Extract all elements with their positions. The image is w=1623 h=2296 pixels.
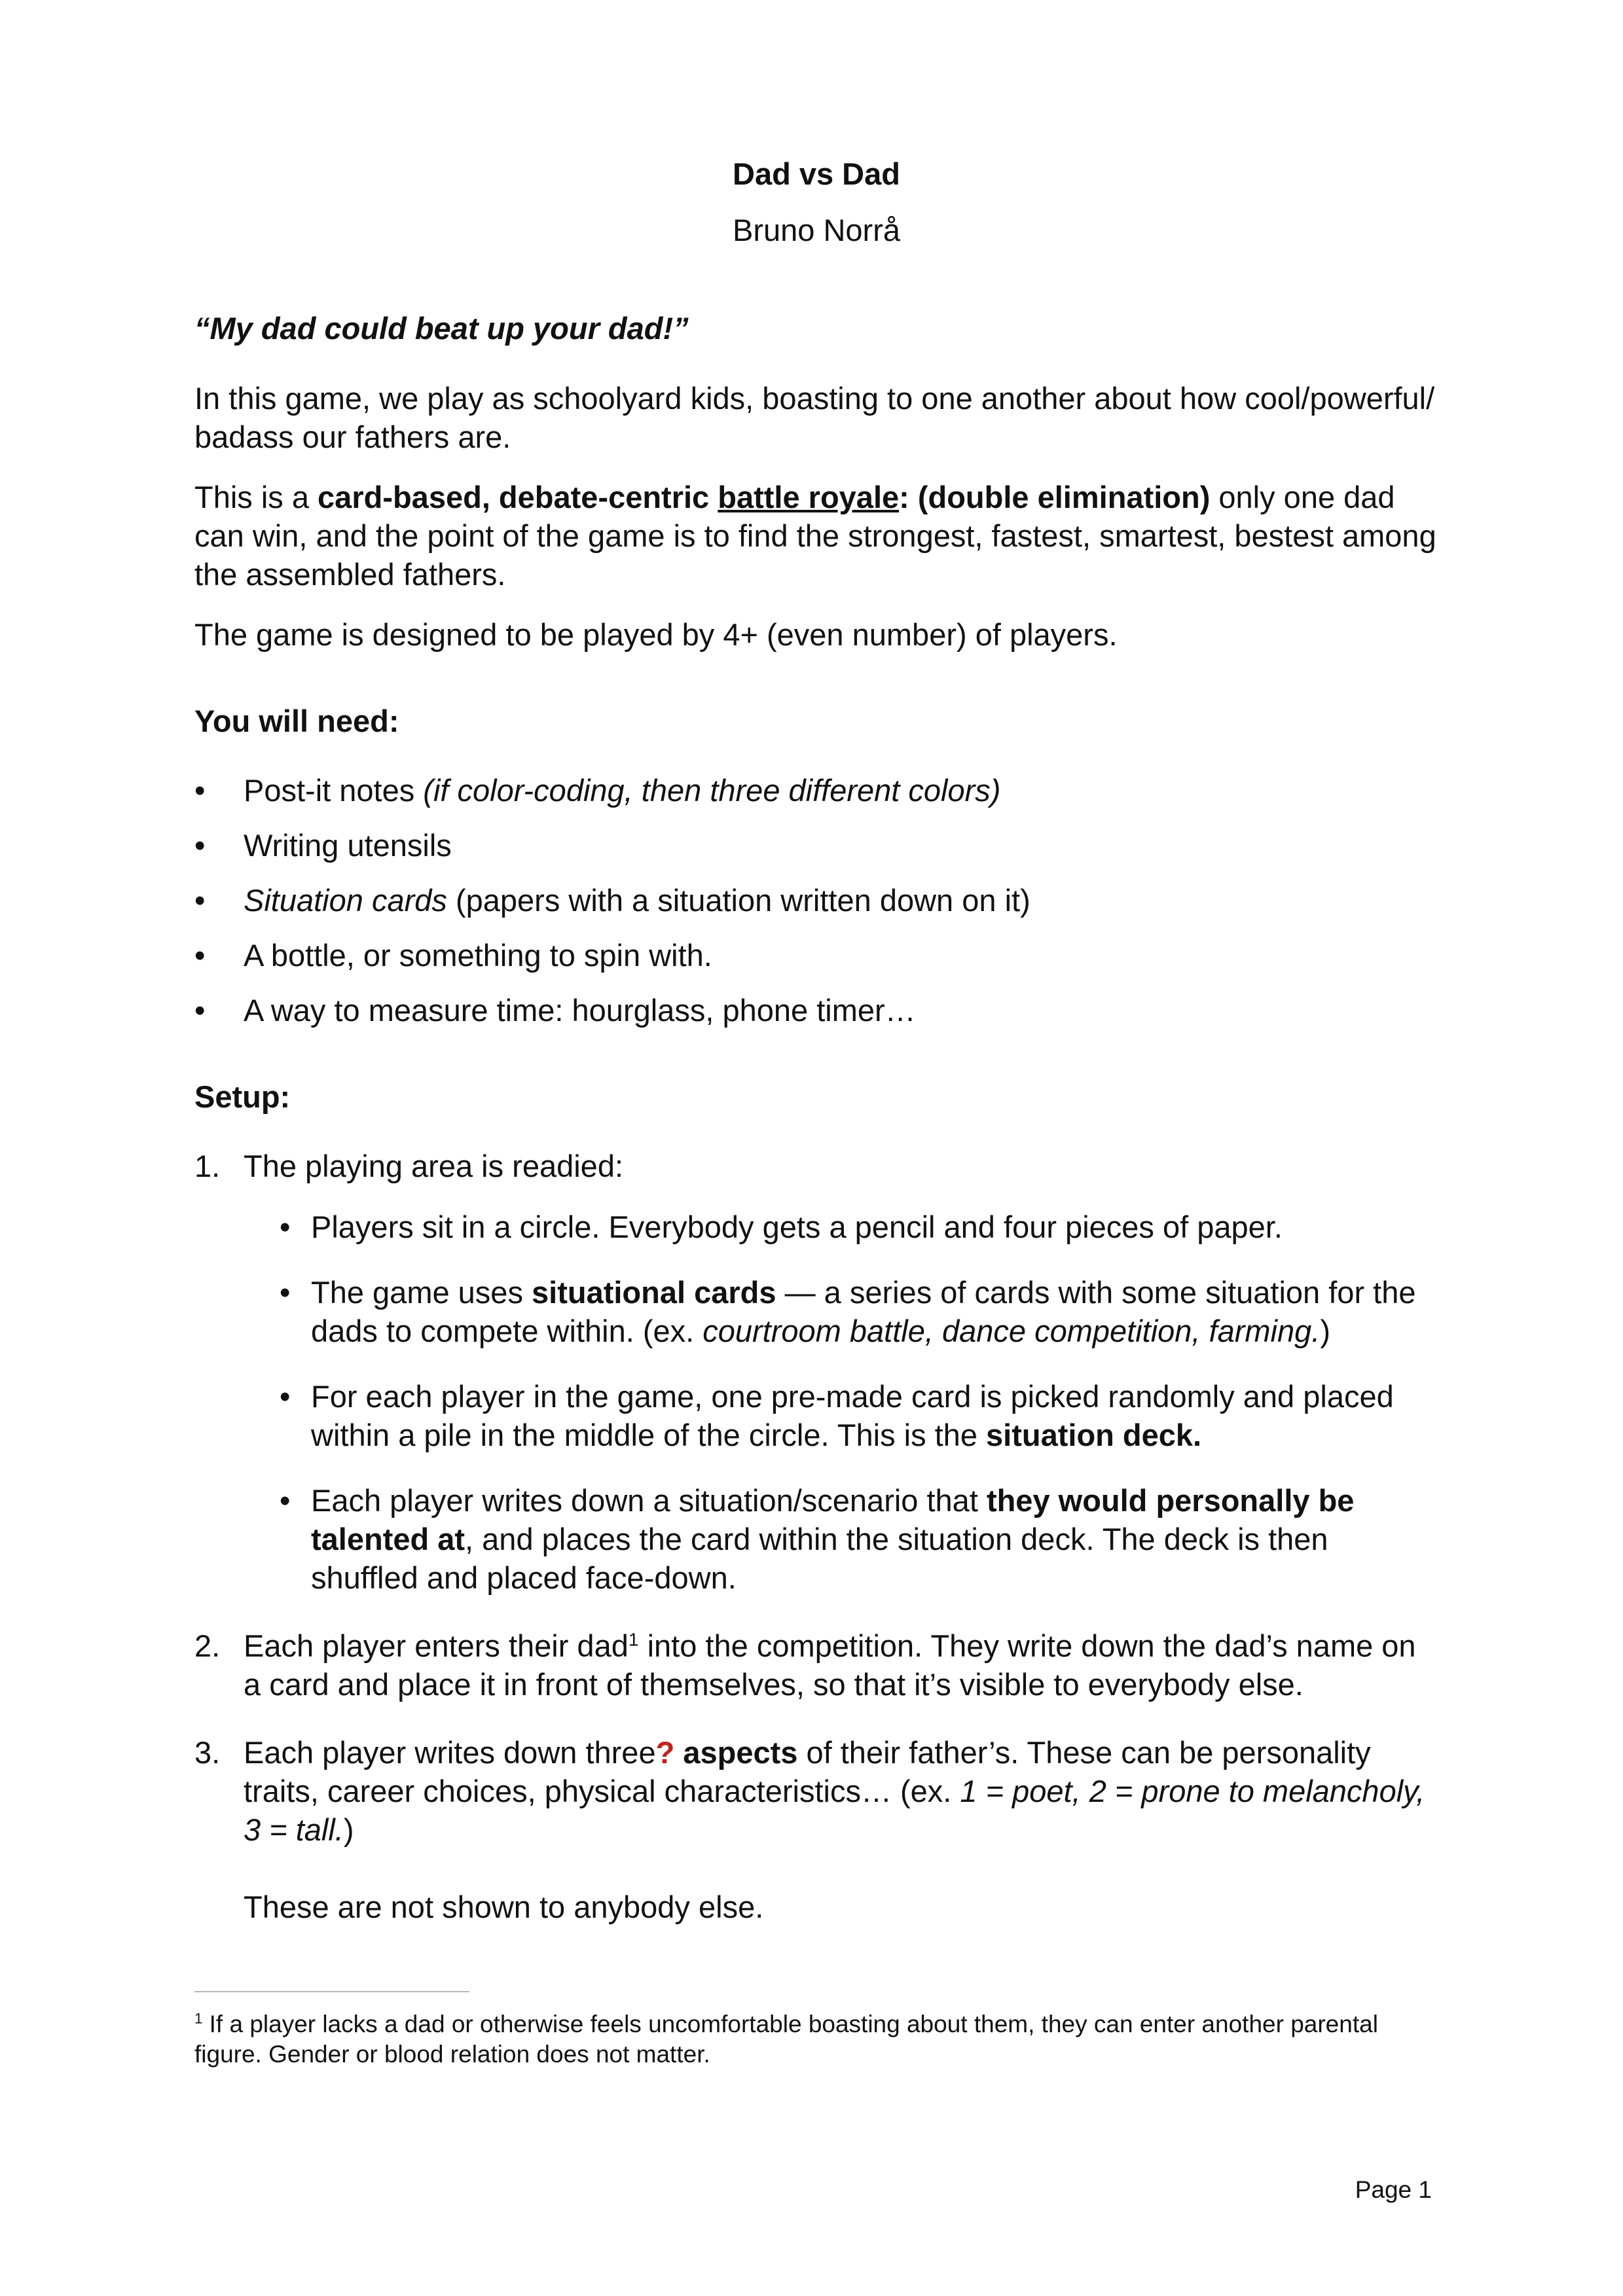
needs-item [194, 936, 1438, 975]
p2-underline: battle royale [718, 480, 900, 514]
needs-item-text: A way to measure time: hourglass, phone timer… [244, 993, 916, 1028]
footnote [194, 2009, 1438, 2070]
sub-item-text: For each player in the game, one pre-made card is picked randomly and placed within a pile in the middle of the circle. This is the [311, 1379, 1394, 1452]
needs-item [194, 826, 1438, 865]
needs-item-text: A bottle, or something to spin with. [244, 938, 712, 973]
page-number: Page 1 [1355, 2176, 1432, 2203]
sub-item-text: Each player writes down a situation/scenario that [311, 1483, 987, 1518]
needs-item-text: Post-it notes [244, 773, 424, 808]
sub-item-text: — a series of cards with some situation for the dads to compete within. (ex. [311, 1275, 1416, 1348]
step1-sub-list [244, 1208, 1438, 1597]
needs-item-text: Writing utensils [244, 828, 452, 863]
sub-item [244, 1273, 1438, 1350]
footnote-text: If a player lacks a dad or otherwise feels uncomfortable boasting about them, they can enter another parental figure. Gender or blood relation does not matter. [194, 2011, 1378, 2068]
setup-heading: Setup: [194, 1079, 291, 1114]
step3-note: These are not shown to anybody else. [244, 1890, 764, 1924]
needs-item-text: (papers with a situation written down on it) [447, 883, 1030, 918]
sub-item [244, 1208, 1438, 1246]
step-text: into the competition. They write down the dad’s name on a card and place it in front of themselves, so that it’s visible to everybody else. [244, 1628, 1416, 1702]
document-title: Dad vs Dad [733, 156, 900, 191]
step-text: The playing area is readied: [244, 1149, 624, 1183]
step-text: Each player writes down three [244, 1735, 656, 1770]
sub-item [244, 1377, 1438, 1454]
step-bold: aspects [674, 1735, 798, 1770]
question-mark-annotation: ? [655, 1735, 675, 1770]
p2-bold-2: : (double elimination) [899, 480, 1211, 514]
needs-item [194, 771, 1438, 810]
sub-item-text: ) [1320, 1314, 1330, 1348]
page-content [194, 154, 1438, 1956]
setup-step-1 [194, 1147, 1438, 1597]
needs-item-italic: (if color-coding, then three different colors) [423, 773, 1001, 808]
needs-list [194, 771, 1438, 1030]
footnote-marker: 1 [194, 2010, 203, 2027]
p2-bold: card-based, debate-centric [318, 480, 718, 514]
needs-item-italic: Situation cards [244, 883, 447, 918]
step-text: Each player enters their dad [244, 1628, 629, 1663]
needs-item [194, 881, 1438, 920]
player-count-paragraph: The game is designed to be played by 4+ (even number) of players. [194, 617, 1118, 652]
step-number: 2. [194, 1628, 221, 1663]
sub-item-text: Players sit in a circle. Everybody gets a pencil and four pieces of paper. [311, 1210, 1283, 1244]
tagline-quote: “My dad could beat up your dad!” [194, 311, 689, 346]
p2-text: This is a [194, 480, 318, 514]
step-italic: 1 = poet, 2 = prone to melancholy, 3 = tall. [244, 1774, 1425, 1847]
needs-heading: You will need: [194, 704, 399, 738]
document-author: Bruno Norrå [733, 213, 900, 247]
p2-text-2: only one dad can win, and the point of the game is to find the strongest, fastest, smartest, bestest among the assembled fathers. [194, 480, 1436, 592]
sub-item-bold: they would personally be talented at [311, 1483, 1355, 1556]
needs-item [194, 991, 1438, 1030]
sub-item-text: , and places the card within the situation deck. The deck is then shuffled and placed face-down. [311, 1522, 1328, 1595]
setup-step-3 [194, 1733, 1438, 1926]
step-number: 3. [194, 1735, 221, 1770]
sub-item [244, 1481, 1438, 1597]
step-text: ) [343, 1812, 354, 1847]
intro-paragraph: In this game, we play as schoolyard kids, boasting to one another about how cool/powerful/ badass our fathers are. [194, 381, 1435, 454]
setup-step-2 [194, 1626, 1438, 1704]
sub-item-bold: situation deck. [986, 1418, 1202, 1452]
sub-item-bold: situational cards [532, 1275, 776, 1310]
setup-steps-list [194, 1147, 1438, 1926]
step-number: 1. [194, 1149, 221, 1183]
sub-item-italic: courtroom battle, dance competition, farming. [702, 1314, 1321, 1348]
game-description-paragraph [194, 478, 1438, 594]
step-text: of their father’s. These can be personality traits, career choices, physical characteristics… (ex. [244, 1735, 1371, 1808]
footnote-reference[interactable]: 1 [628, 1628, 639, 1650]
sub-item-text: The game uses [311, 1275, 532, 1310]
footnote-divider [194, 1991, 469, 1992]
